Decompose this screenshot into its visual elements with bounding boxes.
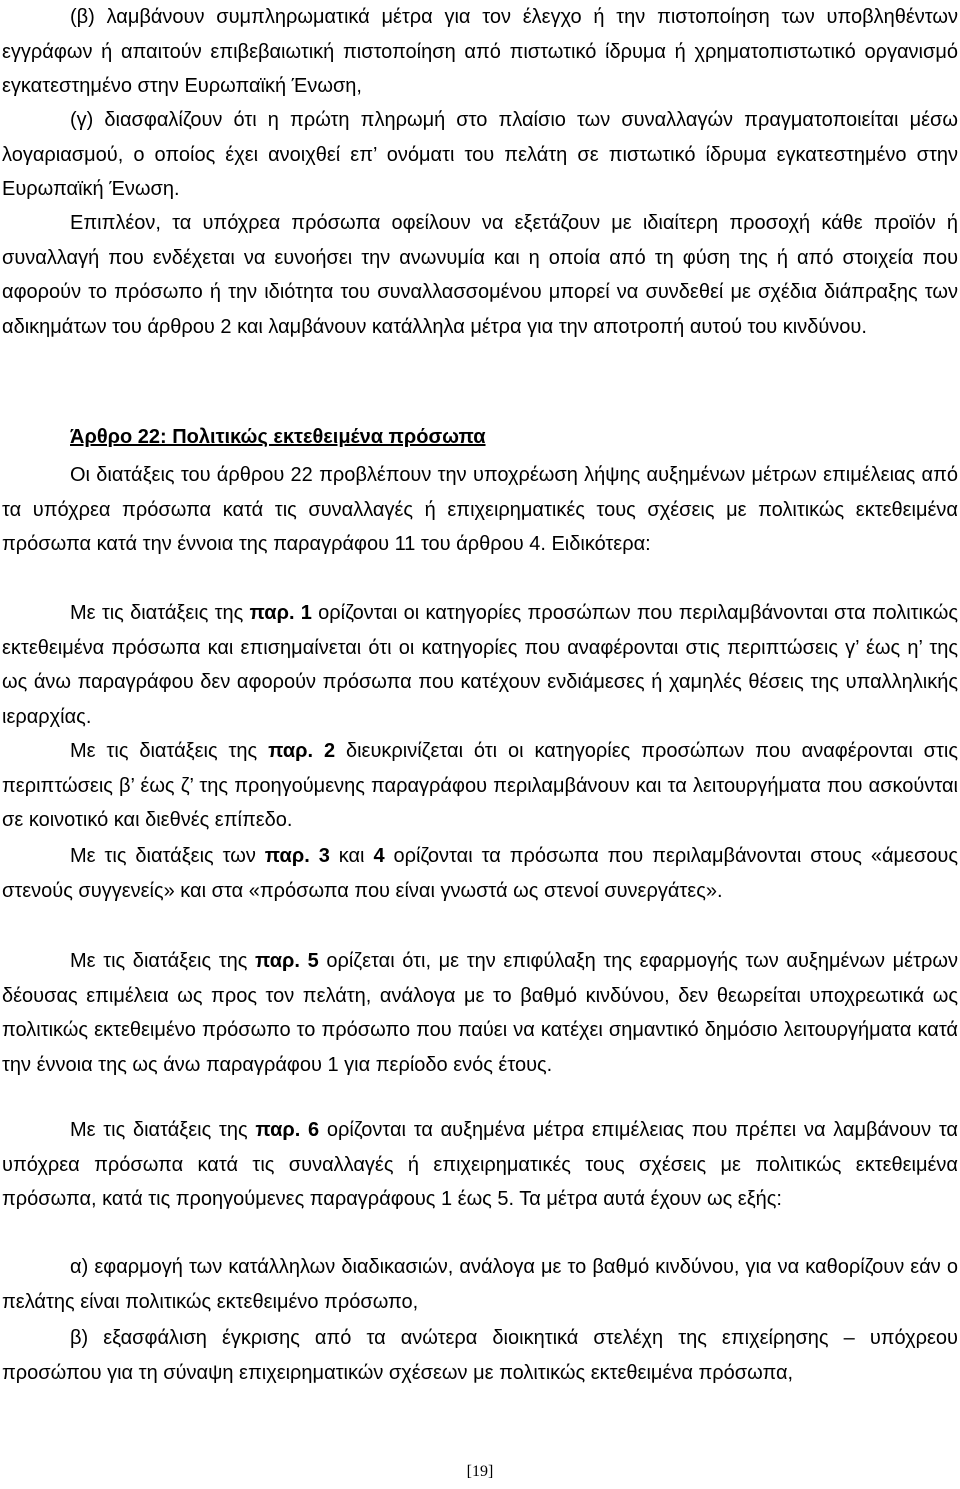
paragraph-text: Με τις διατάξεις της (70, 740, 269, 762)
paragraph-text: ορίζονται τα πρόσωπα που περιλαμβάνονται στους «άμεσους στενούς συγγενείς» και στα «πρόσωπα που είναι γνωστά ως στενοί συνεργάτες». (2, 845, 958, 902)
paragraph-ref: παρ. 5 (255, 950, 319, 972)
paragraph-intro (2, 458, 958, 562)
paragraph-text: ορίζονται οι κατηγορίες προσώπων που περιλαμβάνονται στα πολιτικώς εκτεθειμένα πρόσωπα και επισημαίνεται ότι οι κατηγορίες που αναφέρονται στις περιπτώσεις γ’ έως η’ της ως άνω παραγράφου δεν αφορούν πρόσωπα που κατέχουν ενδιάμεσες ή χαμηλές θέσεις της υπαλληλικής ιεραρχίας. (2, 602, 958, 728)
page-number: [19] (466, 1463, 494, 1480)
paragraph-text: ορίζεται ότι, με την επιφύλαξη της εφαρμογής των αυξημένων μέτρων δέουσας επιμέλεια ως προς τον πελάτη, ανάλογα με το βαθμό κινδύνου, δεν θεωρείται υποχρεωτικά ως πολιτικώς εκτεθειμένο πρόσωπο το πρόσωπο που παύει να κατέχει σημαντικό δημόσιο λειτουργήματα κατά την έννοια της ως άνω παραγράφου 1 για περίοδο ενός έτους. (2, 950, 958, 1076)
paragraph-par2 (2, 734, 958, 838)
list-item-a (2, 1250, 958, 1319)
paragraph-par6 (2, 1113, 958, 1217)
paragraph-par3-4 (2, 839, 958, 908)
paragraph-text: Επιπλέον, τα υπόχρεα πρόσωπα οφείλουν να εξετάζουν με ιδιαίτερη προσοχή κάθε προϊόν ή συναλλαγή που ενδέχεται να ευνοήσει την ανωνυμία και η οποία από τη φύση της ή από στοιχεία που αφορούν το πρόσωπο ή την ιδιότητα του συναλλασσομένου μπορεί να συνδεθεί με σχέδια διάπραξης των αδικημάτων του άρθρου 2 και λαμβάνουν κατάλληλα μέτρα για την αποτροπή αυτού του κινδύνου. (2, 212, 958, 338)
paragraph-ref: παρ. 2 (268, 740, 336, 762)
paragraph-text: διευκρινίζεται ότι οι κατηγορίες προσώπων που αναφέρονται στις περιπτώσεις β’ έως ζ’ της προηγούμενης παραγράφου περιλαμβάνουν και τα λειτουργήματα που ασκούνται σε κοινοτικό και διεθνές επίπεδο. (2, 740, 959, 831)
paragraph-beta-continuation (2, 0, 958, 104)
paragraph-text: Με τις διατάξεις της (70, 602, 250, 624)
article-heading: Άρθρο 22: Πολιτικώς εκτεθειμένα πρόσωπα (70, 426, 486, 448)
paragraph-text: Με τις διατάξεις της (70, 1119, 256, 1141)
paragraph-text: Με τις διατάξεις της (70, 950, 255, 972)
list-item-b (2, 1321, 958, 1390)
paragraph-text: ορίζονται τα αυξημένα μέτρα επιμέλειας που πρέπει να λαμβάνουν τα υπόχρεα πρόσωπα κατά τις συναλλαγές ή επιχειρηματικές τους σχέσεις με πολιτικώς εκτεθειμένα πρόσωπα, κατά τις προηγούμενες παραγράφους 1 έως 5. Τα μέτρα αυτά έχουν ως εξής: (2, 1119, 958, 1210)
paragraph-ref: παρ. 3 (264, 845, 330, 867)
paragraph-par1 (2, 596, 958, 734)
paragraph-text: και (329, 845, 374, 867)
paragraph-text: β) εξασφάλιση έγκρισης από τα ανώτερα διοικητικά στελέχη της επιχείρησης – υπόχρεου προσώπου για τη σύναψη επιχειρηματικών σχέσεων με πολιτικώς εκτεθειμένα πρόσωπα, (2, 1327, 958, 1384)
paragraph-gamma (2, 103, 958, 207)
paragraph-text: (γ) διασφαλίζουν ότι η πρώτη πληρωμή στο πλαίσιο των συναλλαγών πραγματοποιείται μέσω λογαριασμού, ο οποίος έχει ανοιχθεί επ’ ονόματι του πελάτη σε πιστωτικό ίδρυμα εγκατεστημένο στην Ευρωπαϊκή Ένωση. (2, 109, 958, 200)
paragraph-text: Οι διατάξεις του άρθρου 22 προβλέπουν την υποχρέωση λήψης αυξημένων μέτρων επιμέλειας από τα υπόχρεα πρόσωπα κατά τις συναλλαγές ή επιχειρηματικές τους σχέσεις με πολιτικώς εκτεθειμένα πρόσωπα κατά την έννοια της παραγράφου 11 του άρθρου 4. Ειδικότερα: (2, 464, 958, 555)
paragraph-text: Με τις διατάξεις των (70, 845, 265, 867)
paragraph-text: (β) λαμβάνουν συμπληρωματικά μέτρα για τον έλεγχο ή την πιστοποίηση των υποβληθέντων εγγράφων ή απαιτούν επιβεβαιωτική πιστοποίηση από πιστωτικό ίδρυμα ή χρηματοπιστωτικό οργανισμό εγκατεστημένο στην Ευρωπαϊκή Ένωση, (2, 6, 958, 97)
paragraph-ref: παρ. 1 (249, 602, 312, 624)
paragraph-text: α) εφαρμογή των κατάλληλων διαδικασιών, ανάλογα με το βαθμό κινδύνου, για να καθορίζουν εάν ο πελάτης είναι πολιτικώς εκτεθειμένο πρόσωπο, (2, 1256, 958, 1313)
paragraph-ref: 4 (373, 845, 385, 867)
paragraph-ref: παρ. 6 (255, 1119, 320, 1141)
paragraph-par5 (2, 944, 958, 1082)
paragraph-epipleon (2, 206, 958, 344)
